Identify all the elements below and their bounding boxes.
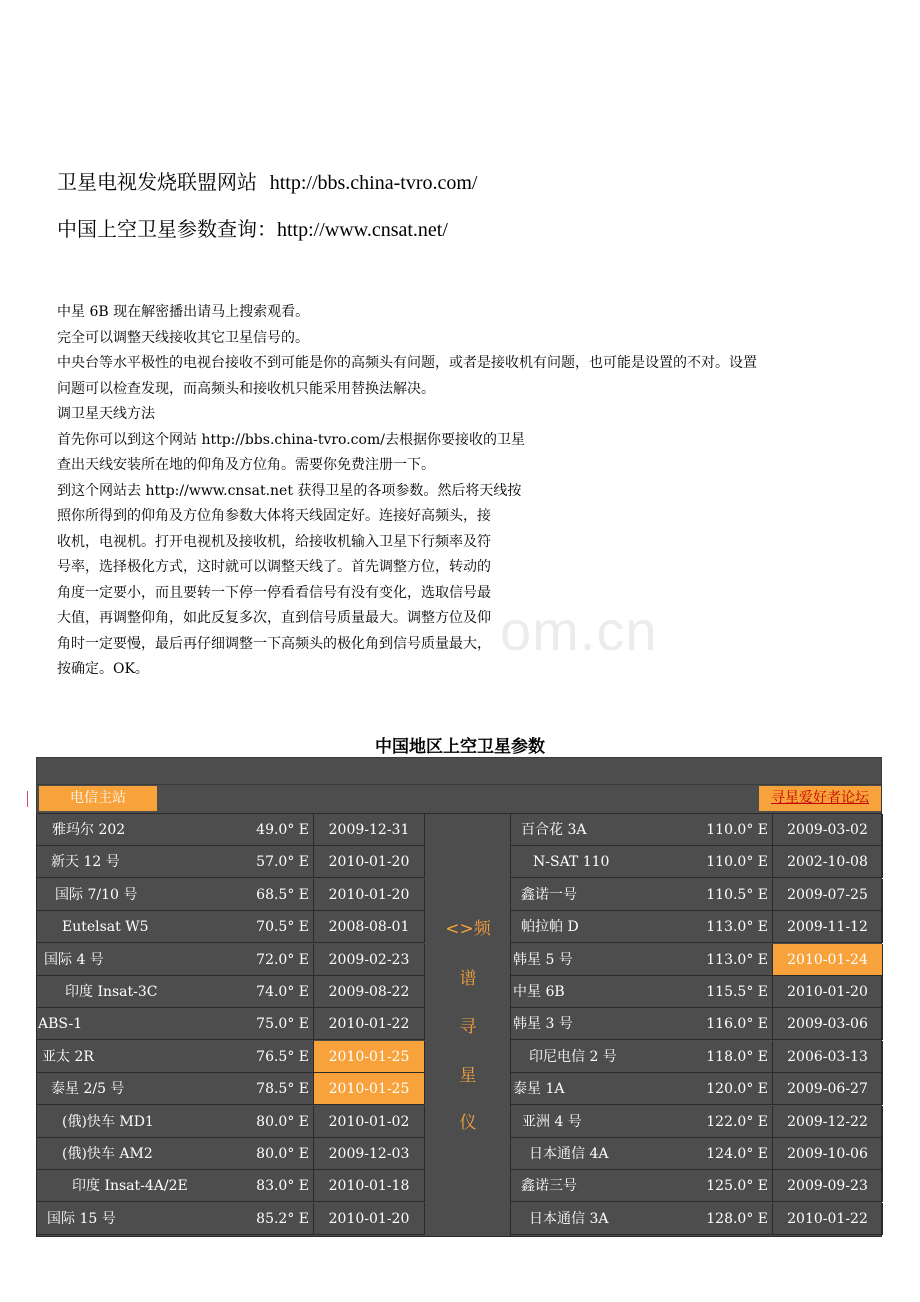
- satellite-name[interactable]: 帕拉帕 D: [521, 919, 579, 936]
- update-date-cell: 2010-01-20: [773, 976, 883, 1008]
- update-date-cell: 2002-10-08: [773, 846, 883, 878]
- longitude: 116.0° E: [706, 1016, 768, 1033]
- paragraph-line: 首先你可以到这个网站 http://bbs.china-tvro.com/去根据你要接收的卫星: [57, 431, 525, 448]
- satellite-name[interactable]: 国际 15 号: [47, 1210, 116, 1227]
- update-date-cell: 2010-01-25: [314, 1073, 425, 1105]
- update-date-cell: 2010-01-20: [314, 879, 425, 911]
- update-date-cell: 2009-12-03: [314, 1138, 425, 1170]
- update-date-cell: 2010-01-02: [314, 1106, 425, 1138]
- satellite-name[interactable]: 鑫诺三号: [521, 1178, 577, 1195]
- longitude: 57.0° E: [256, 854, 309, 871]
- longitude: 115.5° E: [706, 984, 768, 1000]
- satellite-name-cell: [511, 879, 773, 911]
- longitude: 110.0° E: [706, 822, 768, 838]
- update-date-cell: 2009-09-23: [773, 1170, 883, 1202]
- longitude: 118.0° E: [706, 1048, 768, 1065]
- satellite-name[interactable]: N-SAT 110: [533, 854, 610, 871]
- satellite-name[interactable]: 印尼电信 2 号: [529, 1048, 617, 1065]
- table-row: [37, 1106, 883, 1138]
- update-date-cell: 2006-03-13: [773, 1041, 883, 1073]
- update-date-cell: 2010-01-24: [773, 944, 883, 976]
- satellite-name[interactable]: 国际 7/10 号: [55, 886, 138, 903]
- instruction-paragraph: [57, 300, 877, 683]
- satellite-name[interactable]: ABS-1: [38, 1016, 83, 1033]
- longitude: 80.0° E: [256, 1146, 309, 1162]
- satellite-name-cell: [511, 1041, 773, 1073]
- longitude: 110.5° E: [706, 886, 768, 903]
- satellite-name[interactable]: 日本通信 4A: [529, 1146, 609, 1162]
- update-date-cell: 2008-08-01: [314, 911, 425, 943]
- satellite-name-cell: [511, 1073, 773, 1105]
- longitude: 78.5° E: [256, 1081, 309, 1098]
- satellite-name[interactable]: 百合花 3A: [521, 822, 587, 838]
- satellite-name[interactable]: (俄)快车 MD1: [62, 1113, 154, 1130]
- paragraph-line: 大值，再调整仰角，如此反复多次，直到信号质量最大。调整方位及仰: [57, 610, 491, 626]
- update-date-cell: 2010-01-18: [314, 1170, 425, 1202]
- table-row: [37, 879, 883, 911]
- spectrum-finder-char: 寻: [459, 1017, 477, 1037]
- longitude: 120.0° E: [706, 1081, 768, 1098]
- paragraph-line: 中星 6B 现在解密播出请马上搜索观看。: [57, 304, 310, 320]
- table-row: [37, 846, 883, 878]
- table-row: [37, 976, 883, 1008]
- longitude: 124.0° E: [706, 1146, 768, 1162]
- update-date-cell: 2009-03-06: [773, 1008, 883, 1040]
- satellite-name-cell: [511, 1008, 773, 1040]
- longitude: 76.5° E: [256, 1048, 309, 1065]
- update-date-cell: 2009-10-06: [773, 1138, 883, 1170]
- paragraph-line: 角时一定要慢，最后再仔细调整一下高频头的极化角到信号质量最大，: [57, 635, 491, 652]
- paragraph-line: 问题可以检查发现，而高频头和接收机只能采用替换法解决。: [57, 380, 435, 397]
- satellite-name[interactable]: 中星 6B: [513, 984, 565, 1000]
- site-url-link[interactable]: http://bbs.china-tvro.com/: [269, 172, 478, 194]
- satellite-name-cell: [511, 846, 773, 878]
- paragraph-line: 照你所得到的仰角及方位角参数大体将天线固定好。连接好高频头，接: [57, 508, 491, 524]
- satellite-name[interactable]: 泰星 2/5 号: [51, 1081, 125, 1098]
- longitude: 68.5° E: [256, 886, 309, 903]
- longitude: 80.0° E: [256, 1113, 309, 1130]
- update-date-cell: 2009-11-12: [773, 911, 883, 943]
- satellite-name[interactable]: 韩星 5 号: [513, 951, 573, 968]
- longitude: 125.0° E: [706, 1178, 768, 1195]
- header-line-1: [57, 166, 477, 195]
- satellite-name[interactable]: (俄)快车 AM2: [62, 1146, 153, 1162]
- update-date-cell: 2010-01-22: [314, 1008, 425, 1040]
- satellite-name[interactable]: 亚太 2R: [42, 1048, 94, 1065]
- update-date-cell: 2009-07-25: [773, 879, 883, 911]
- satellite-name[interactable]: 泰星 1A: [513, 1081, 565, 1098]
- longitude: 122.0° E: [706, 1113, 768, 1130]
- satellite-name-cell: [511, 1203, 773, 1235]
- spectrum-finder-char: 星: [459, 1066, 477, 1086]
- table-top-bar: [36, 757, 882, 785]
- paragraph-line: 角度一定要小，而且要转一下停一停看看信号有没有变化，选取信号最: [57, 584, 491, 601]
- satellite-name[interactable]: 亚洲 4 号: [522, 1113, 582, 1130]
- longitude: 49.0° E: [256, 822, 309, 838]
- spectrum-finder-char: 谱: [459, 969, 477, 989]
- cursor-mark: [27, 791, 28, 807]
- satellite-forum-link[interactable]: 寻星爱好者论坛: [759, 786, 881, 811]
- longitude: 113.0° E: [706, 951, 768, 968]
- satellite-grid: [36, 813, 882, 1237]
- table-nav-row: [36, 785, 882, 813]
- table-row: [37, 1170, 883, 1202]
- satellite-name-cell: [511, 976, 773, 1008]
- update-date-cell: 2010-01-20: [314, 1203, 425, 1235]
- longitude: 74.0° E: [256, 984, 309, 1000]
- telecom-main-site-link[interactable]: 电信主站: [39, 786, 157, 811]
- table-row: [37, 1073, 883, 1105]
- satellite-name[interactable]: 鑫诺一号: [521, 886, 577, 903]
- spectrum-finder-char: 仪: [459, 1113, 477, 1133]
- update-date-cell: 2009-08-22: [314, 976, 425, 1008]
- paragraph-line: 完全可以调整天线接收其它卫星信号的。: [57, 329, 309, 346]
- satellite-name[interactable]: 新天 12 号: [51, 854, 120, 871]
- table-row: [37, 911, 883, 943]
- table-row: [37, 1008, 883, 1040]
- table-row: [37, 1138, 883, 1170]
- update-date-cell: 2010-01-20: [314, 846, 425, 878]
- satellite-name-cell: [511, 944, 773, 976]
- longitude: 85.2° E: [256, 1210, 309, 1227]
- satellite-table: [36, 757, 882, 1237]
- paragraph-line: 查出天线安装所在地的仰角及方位角。需要你免费注册一下。: [57, 457, 435, 473]
- update-date-cell: 2009-06-27: [773, 1073, 883, 1105]
- paragraph-line: 到这个网站去 http://www.cnsat.net 获得卫星的各项参数。然后将天线按: [57, 482, 522, 499]
- longitude: 70.5° E: [256, 919, 309, 936]
- satellite-name-cell: [511, 814, 773, 846]
- paragraph-line: 调卫星天线方法: [57, 406, 155, 422]
- satellite-name[interactable]: 印度 Insat-3C: [65, 984, 158, 1000]
- paragraph-line: 号率，选择极化方式，这时就可以调整天线了。首先调整方位，转动的: [57, 559, 491, 575]
- longitude: 110.0° E: [706, 854, 768, 871]
- satellite-name-cell: [511, 1138, 773, 1170]
- longitude: 128.0° E: [706, 1210, 768, 1227]
- query-url-link[interactable]: http://www.cnsat.net/: [277, 219, 448, 241]
- satellite-name[interactable]: 雅玛尔 202: [52, 822, 126, 838]
- table-title: 中国地区上空卫星参数: [375, 737, 545, 757]
- spectrum-finder-char: <>频: [445, 919, 491, 939]
- paragraph-line: 按确定。OK。: [57, 661, 149, 677]
- table-row: [37, 814, 883, 846]
- header-line-2: [57, 213, 448, 242]
- site-label: 卫星电视发烧联盟网站: [57, 170, 257, 194]
- watermark: om.cn: [500, 599, 658, 662]
- satellite-name[interactable]: 印度 Insat-4A/2E: [72, 1178, 188, 1195]
- table-row: [37, 944, 883, 976]
- update-date-cell: 2009-12-31: [314, 814, 425, 846]
- satellite-name-cell: [511, 1106, 773, 1138]
- satellite-name[interactable]: 日本通信 3A: [529, 1210, 609, 1227]
- satellite-name[interactable]: Eutelsat W5: [62, 919, 149, 936]
- query-label: 中国上空卫星参数查询：: [57, 217, 277, 241]
- table-row: [37, 1203, 883, 1235]
- update-date-cell: 2009-03-02: [773, 814, 883, 846]
- paragraph-line: 收机，电视机。打开电视机及接收机，给接收机输入卫星下行频率及符: [57, 533, 491, 550]
- update-date-cell: 2010-01-22: [773, 1203, 883, 1235]
- satellite-name-cell: [511, 911, 773, 943]
- satellite-name[interactable]: 韩星 3 号: [513, 1016, 573, 1033]
- satellite-name[interactable]: 国际 4 号: [44, 951, 104, 968]
- longitude: 113.0° E: [706, 919, 768, 936]
- table-row: [37, 1041, 883, 1073]
- longitude: 72.0° E: [256, 951, 309, 968]
- update-date-cell: 2010-01-25: [314, 1041, 425, 1073]
- update-date-cell: 2009-12-22: [773, 1106, 883, 1138]
- update-date-cell: 2009-02-23: [314, 944, 425, 976]
- satellite-name-cell: [511, 1170, 773, 1202]
- longitude: 83.0° E: [256, 1178, 309, 1195]
- paragraph-line: 中央台等水平极性的电视台接收不到可能是你的高频头有问题，或者是接收机有问题，也可能是设置的不对。设置: [57, 355, 757, 371]
- longitude: 75.0° E: [256, 1016, 309, 1033]
